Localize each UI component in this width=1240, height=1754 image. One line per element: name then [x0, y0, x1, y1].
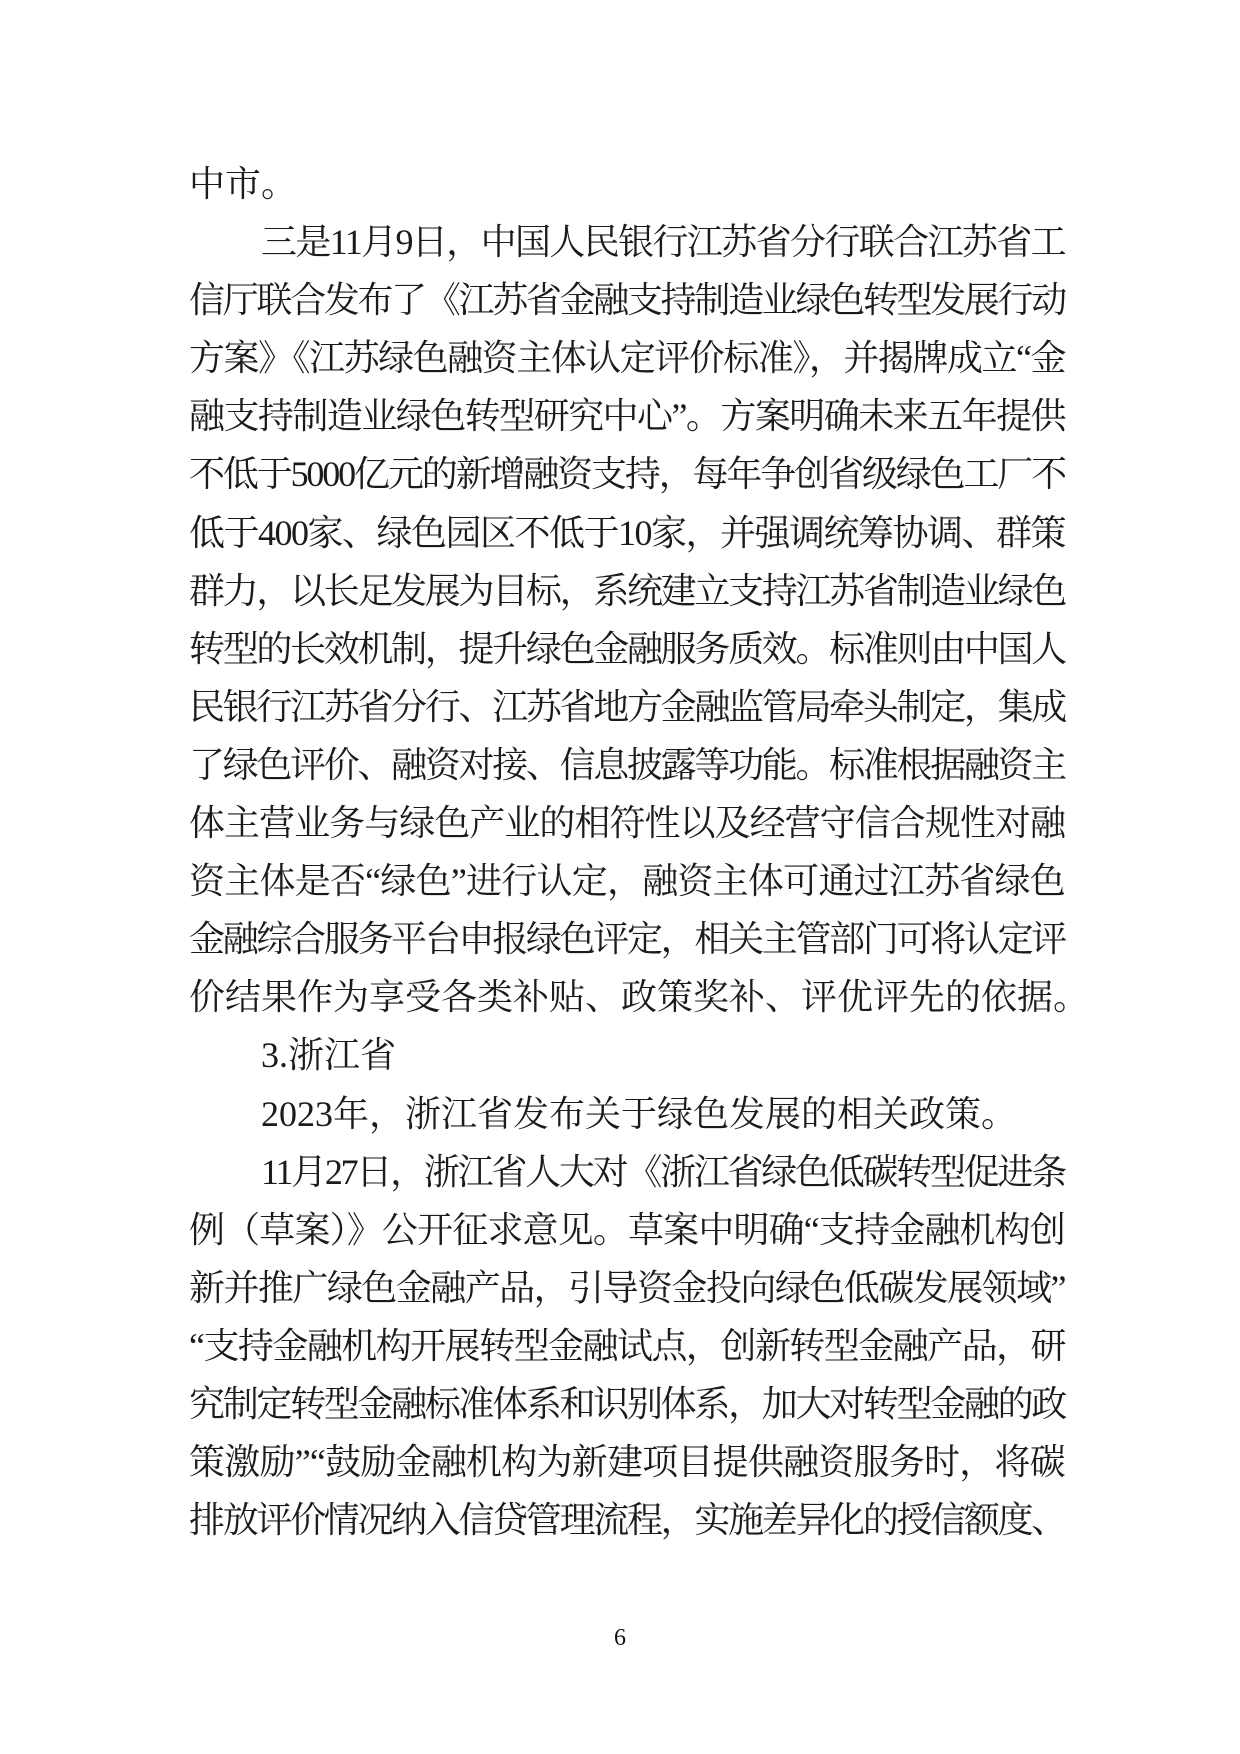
paragraph-line — [189, 1433, 1065, 1491]
text-line-content: 2023年，浙江省发布关于绿色发展的相关政策。 — [261, 1093, 1018, 1134]
text-line-content: 价结果作为享受各类补贴、政策奖补、评优评先的依据。 — [189, 977, 1090, 1018]
text-line-content: 不低于5000亿元的新增融资支持，每年争创省级绿色工厂不 — [189, 454, 1065, 495]
text-line-content: 究制定转型金融标准体系和识别体系，加大对转型金融的政 — [189, 1383, 1065, 1424]
paragraph-line — [189, 1085, 1065, 1143]
text-line-content: 低于400家、绿色园区不低于10家，并强调统筹协调、群策 — [189, 512, 1065, 553]
text-line-content: “支持金融机构开展转型金融试点，创新转型金融产品，研 — [189, 1325, 1065, 1366]
text-line-content: 3.浙江省 — [261, 1035, 397, 1076]
paragraph-line — [189, 794, 1065, 852]
text-line-content: 排放评价情况纳入信贷管理流程，实施差异化的授信额度、 — [189, 1500, 1065, 1541]
paragraph-line — [189, 155, 1065, 213]
text-line-content: 中市。 — [189, 164, 298, 204]
paragraph-line — [189, 910, 1065, 968]
paragraph-line — [189, 1375, 1065, 1433]
text-line-content: 了绿色评价、融资对接、信息披露等功能。标准根据融资主 — [189, 744, 1065, 785]
text-line-content: 体主营业务与绿色产业的相符性以及经营守信合规性对融 — [189, 803, 1065, 844]
text-line-content: 群力，以长足发展为目标，系统建立支持江苏省制造业绿色 — [189, 570, 1065, 611]
text-line-content: 资主体是否“绿色”进行认定，融资主体可通过江苏省绿色 — [189, 861, 1065, 902]
paragraph-line — [189, 1491, 1065, 1549]
text-line-content: 信厅联合发布了《江苏省金融支持制造业绿色转型发展行动 — [189, 280, 1065, 321]
paragraph-line — [189, 445, 1065, 503]
paragraph-line — [189, 852, 1065, 910]
text-line-content: 方案》《江苏绿色融资主体认定评价标准》，并揭牌成立“金 — [189, 338, 1065, 379]
paragraph-line — [189, 213, 1065, 271]
page-number: 6 — [614, 1625, 626, 1651]
text-line-content: 11月27日，浙江省人大对《浙江省绿色低碳转型促进条 — [261, 1151, 1065, 1192]
text-line-content: 三是11月9日，中国人民银行江苏省分行联合江苏省工 — [261, 222, 1065, 263]
document-body — [189, 155, 1090, 1549]
paragraph-line — [189, 329, 1065, 387]
section-heading-line — [189, 1026, 1065, 1084]
text-line-content: 例（草案）》公开征求意见。草案中明确“支持金融机构创 — [189, 1209, 1065, 1250]
text-line-content: 民银行江苏省分行、江苏省地方金融监管局牵头制定，集成 — [189, 686, 1065, 727]
text-line-content: 金融综合服务平台申报绿色评定，相关主管部门可将认定评 — [189, 919, 1065, 960]
paragraph-line — [189, 1201, 1065, 1259]
paragraph-line — [189, 387, 1065, 445]
paragraph-line — [189, 504, 1065, 562]
paragraph-line — [189, 1317, 1065, 1375]
text-line-content: 融支持制造业绿色转型研究中心”。方案明确未来五年提供 — [189, 396, 1065, 437]
text-line-content: 新并推广绿色金融产品，引导资金投向绿色低碳发展领域” — [189, 1267, 1065, 1308]
paragraph-line — [189, 562, 1065, 620]
paragraph-line — [189, 968, 1090, 1026]
text-line-content: 策激励”“鼓励金融机构为新建项目提供融资服务时，将碳 — [189, 1442, 1065, 1483]
paragraph-line — [189, 1143, 1065, 1201]
paragraph-line — [189, 271, 1065, 329]
paragraph-line — [189, 1259, 1065, 1317]
paragraph-line — [189, 678, 1065, 736]
paragraph-line — [189, 736, 1065, 794]
paragraph-line — [189, 620, 1065, 678]
text-line-content: 转型的长效机制，提升绿色金融服务质效。标准则由中国人 — [189, 628, 1065, 669]
